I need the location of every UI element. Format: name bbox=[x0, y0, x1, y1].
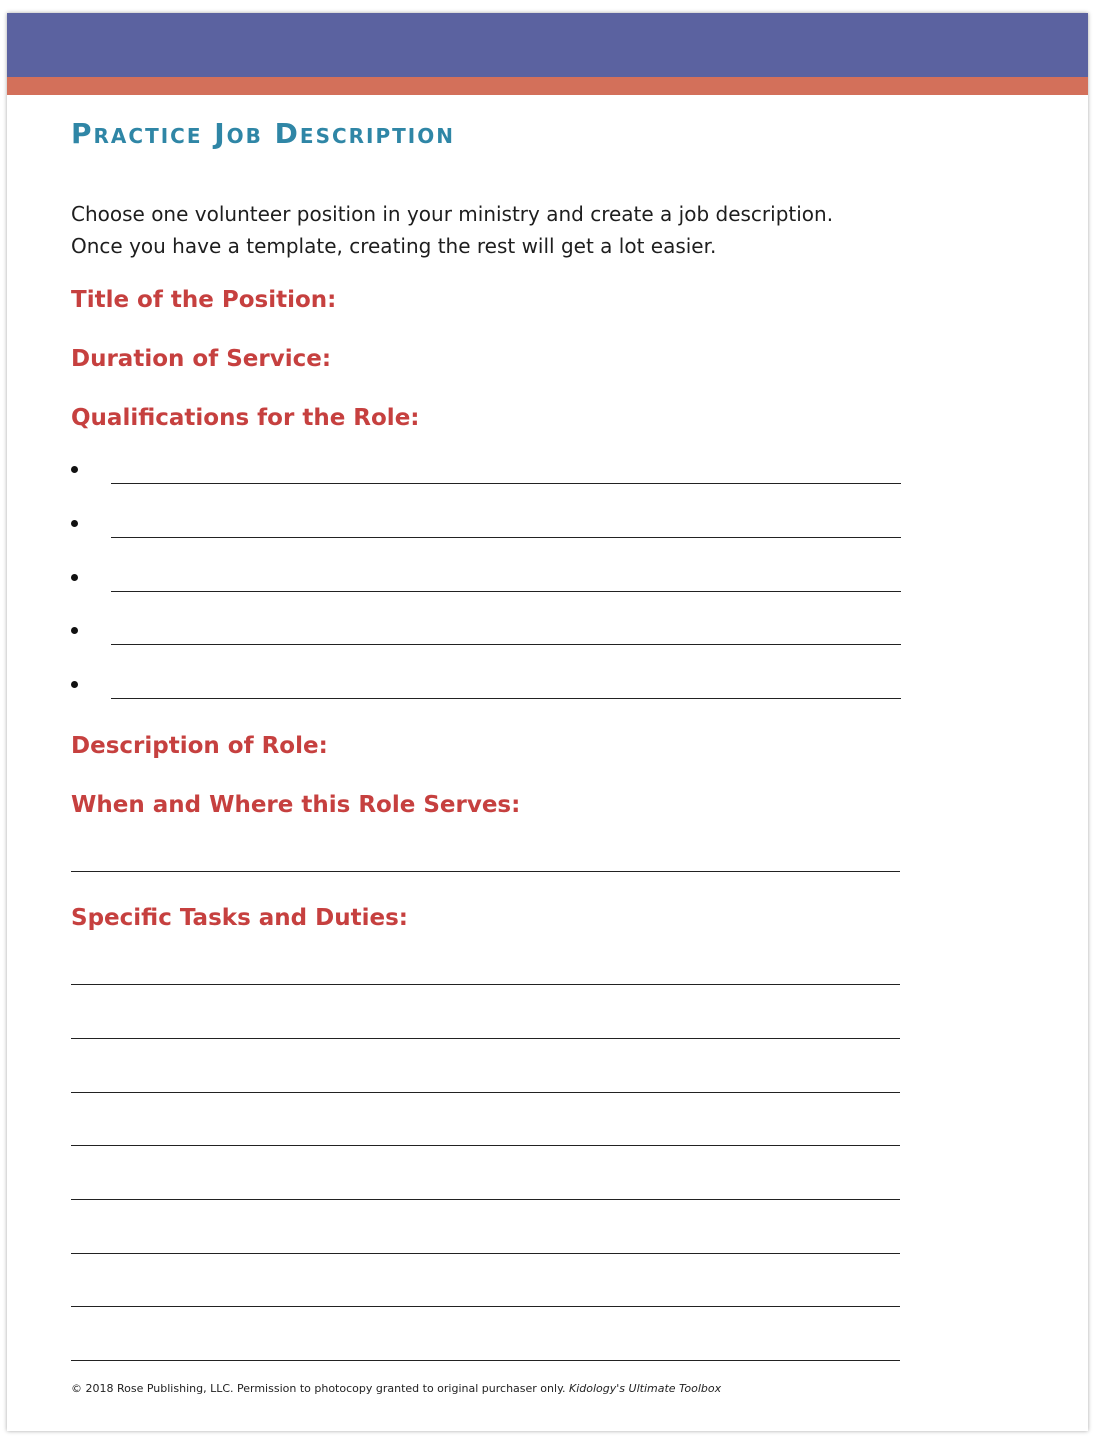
heading-duration-of-service: Duration of Service: bbox=[71, 346, 332, 372]
qualification-row-1[interactable] bbox=[71, 460, 901, 484]
tasks-blank-line-3[interactable] bbox=[71, 1092, 900, 1093]
book-title: Kidology's Ultimate Toolbox bbox=[569, 1382, 722, 1395]
when-where-blank-line[interactable] bbox=[71, 871, 900, 872]
intro-paragraph bbox=[71, 198, 931, 262]
qualification-blank-line[interactable] bbox=[111, 698, 901, 699]
qualification-blank-line[interactable] bbox=[111, 591, 901, 592]
intro-line-1: Choose one volunteer position in your ministry and create a job description. bbox=[71, 202, 834, 226]
qualification-blank-line[interactable] bbox=[111, 644, 901, 645]
intro-line-2: Once you have a template, creating the rest will get a lot easier. bbox=[71, 234, 717, 258]
tasks-blank-line-6[interactable] bbox=[71, 1253, 900, 1254]
header-band bbox=[7, 13, 1088, 77]
tasks-blank-line-7[interactable] bbox=[71, 1306, 900, 1307]
bullet-icon bbox=[71, 520, 78, 527]
qualification-blank-line[interactable] bbox=[111, 537, 901, 538]
bullet-icon bbox=[71, 466, 78, 473]
worksheet-page bbox=[7, 13, 1088, 1431]
tasks-blank-line-4[interactable] bbox=[71, 1145, 900, 1146]
page-title: Practice Job Description bbox=[71, 117, 455, 150]
tasks-blank-line-2[interactable] bbox=[71, 1038, 900, 1039]
heading-qualifications: Qualifications for the Role: bbox=[71, 405, 420, 431]
bullet-icon bbox=[71, 574, 78, 581]
tasks-blank-line-1[interactable] bbox=[71, 984, 900, 985]
heading-description-of-role: Description of Role: bbox=[71, 733, 328, 759]
copyright-footer bbox=[71, 1382, 721, 1395]
qualification-blank-line[interactable] bbox=[111, 483, 901, 484]
heading-when-and-where: When and Where this Role Serves: bbox=[71, 792, 521, 818]
qualification-row-3[interactable] bbox=[71, 568, 901, 592]
header-stripe bbox=[7, 77, 1088, 95]
tasks-blank-line-5[interactable] bbox=[71, 1199, 900, 1200]
bullet-icon bbox=[71, 627, 78, 634]
copyright-text: © 2018 Rose Publishing, LLC. Permission to photocopy granted to original purchaser only. bbox=[71, 1382, 566, 1395]
heading-specific-tasks: Specific Tasks and Duties: bbox=[71, 905, 408, 931]
heading-title-of-position: Title of the Position: bbox=[71, 287, 337, 313]
tasks-blank-line-8[interactable] bbox=[71, 1360, 900, 1361]
qualification-row-5[interactable] bbox=[71, 675, 901, 699]
bullet-icon bbox=[71, 681, 78, 688]
qualification-row-4[interactable] bbox=[71, 621, 901, 645]
qualification-row-2[interactable] bbox=[71, 514, 901, 538]
